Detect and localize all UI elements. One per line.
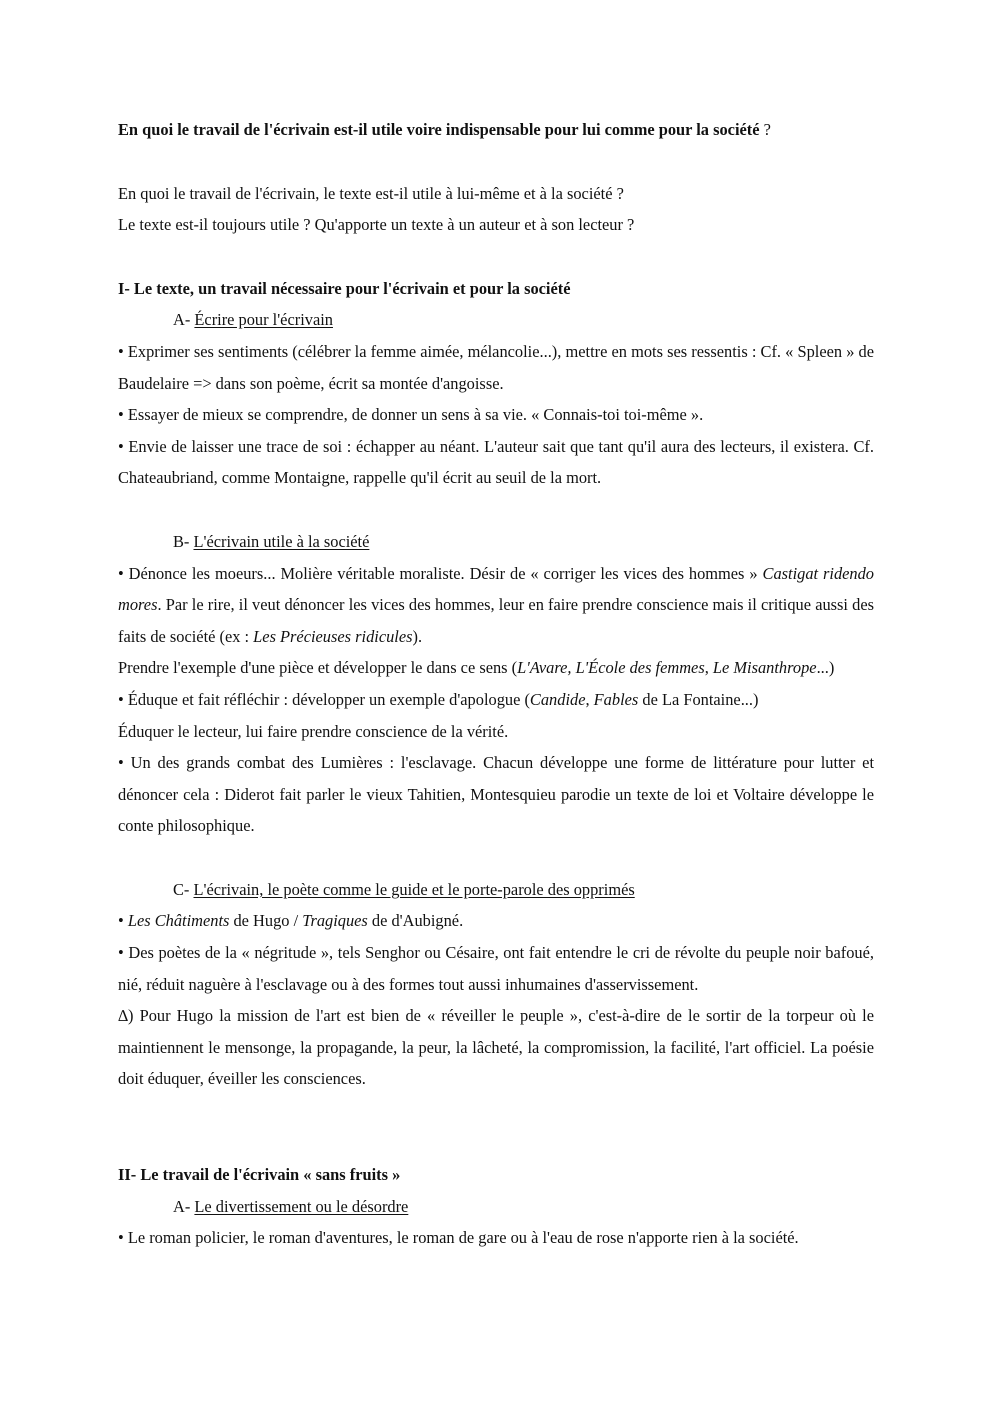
spacer [118,842,874,874]
paragraph: • Envie de laisser une trace de soi : échapper au néant. L'auteur sait que tant qu'il aura des lecteurs, il existera. Cf. Chateaubriand, comme Montaigne, rappelle qu'il écrit au seuil de la mort. [118,436,874,488]
paragraph: ∆) Pour Hugo la mission de l'art est bien de « réveiller le peuple », c'est-à-dire de le sortir de la torpeur où le maintiennent le mensonge, la propagande, la peur, la lâcheté, la compromission, la facilité, l'art officiel. La poésie doit éduquer, éveiller les consciences. [118,1006,874,1089]
document-page [118,114,874,1254]
text-run: • Éduque et fait réfléchir : développer un exemple d'apologue ( [118,689,530,709]
text-run: de La Fontaine...) [638,689,759,709]
spacer [118,1095,874,1159]
italic-text: Tragiques [302,911,368,931]
part1-heading: I- Le texte, un travail nécessaire pour l'écrivain et pour la société [118,278,571,298]
section-title: L'écrivain utile à la société [193,531,370,551]
title-question-mark: ? [759,120,771,139]
italic-text: Fables [593,689,639,709]
text-run: , [704,658,713,678]
text-run: Prendre l'exemple d'une pièce et développer le dans ce sens ( [118,658,518,678]
paragraph: • Le roman policier, le roman d'aventures, le roman de gare ou à l'eau de rose n'apporte rien à la société. [118,1228,799,1248]
paragraph [118,905,874,937]
paragraph: • Exprimer ses sentiments (célébrer la femme aimée, mélancolie...), mettre en mots ses ressentis : Cf. « Spleen » de Baudelaire => dans son poème, écrit sa montée d'angoisse. [118,341,874,393]
paragraph [118,684,874,716]
part2-heading: II- Le travail de l'écrivain « sans fruits » [118,1165,401,1185]
italic-text: Le Misanthrope [712,658,817,678]
paragraph: • Essayer de mieux se comprendre, de donner un sens à sa vie. « Connais-toi toi-même ». [118,405,704,425]
paragraph [118,558,874,653]
paragraph: • Un des grands combat des Lumières : l'esclavage. Chacun développe une forme de littérature pour lutter et dénoncer cela : Diderot fait parler le vieux Tahitien, Montesquieu parodie un texte de loi et Voltaire développe le conte philosophique. [118,753,874,836]
italic-text: Les Précieuses ridicules [253,626,413,646]
spacer [118,494,874,526]
section-title: L'écrivain, le poète comme le guide et le porte-parole des opprimés [193,879,635,899]
spacer [118,146,874,178]
title-text: En quoi le travail de l'écrivain est-il utile voire indispensable pour lui comme pour la société [118,120,760,139]
part1-section-b-heading [118,526,874,558]
text-run: , [585,689,594,709]
section-title: Écrire pour l'écrivain [194,310,333,330]
part2-section-a-heading [118,1191,874,1223]
spacer [118,241,874,273]
section-prefix: C- [173,879,194,899]
italic-text: Candide [529,689,586,709]
paragraph: • Des poètes de la « négritude », tels Senghor ou Césaire, ont fait entendre le cri de révolte du peuple noir bafoué, nié, réduit naguère à l'esclavage ou à des formes tout aussi inhumaines d'asservissement. [118,943,874,994]
part1-section-c-heading [118,874,874,906]
paragraph: Éduquer le lecteur, lui faire prendre conscience de la vérité. [118,721,509,741]
italic-text: L'Avare, L'École des femmes [517,658,705,678]
section-prefix: A- [173,310,195,330]
italic-text: Castigat ridendo mores [118,563,874,615]
text-run: ). [412,626,423,646]
text-run: • Dénonce les moeurs... Molière véritable moraliste. Désir de « corriger les vices des hommes » [118,563,763,583]
text-run: . Par le rire, il veut dénoncer les vices des hommes, leur en faire prendre conscience mais il critique aussi des faits de société (ex : [118,595,874,646]
intro-question-1: En quoi le travail de l'écrivain, le texte est-il utile à lui-même et à la société ? [118,183,624,203]
part1-section-a-heading [118,304,874,336]
text-run: de d'Aubigné. [367,911,464,931]
section-prefix: B- [173,531,194,551]
text-run: ...) [816,658,835,678]
intro-question-2: Le texte est-il toujours utile ? Qu'apporte un texte à un auteur et à son lecteur ? [118,215,635,235]
text-run: de Hugo / [229,911,303,931]
document-title [118,114,874,146]
paragraph [118,652,874,684]
section-prefix: A- [173,1196,195,1216]
section-title: Le divertissement ou le désordre [194,1196,409,1216]
text-run: • [118,911,128,931]
italic-text: Les Châtiments [127,911,230,931]
